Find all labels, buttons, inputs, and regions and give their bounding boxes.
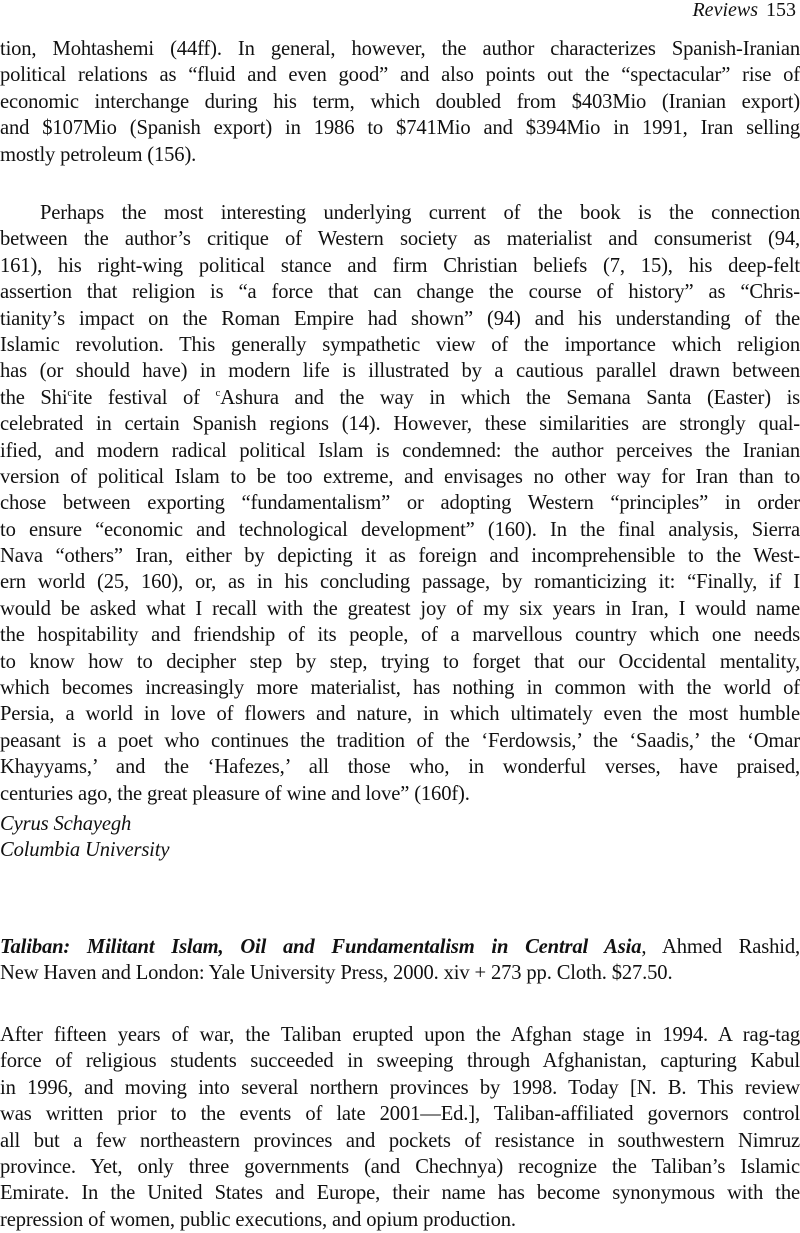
reviewer-name: Cyrus Schayegh	[0, 813, 132, 835]
text-line: ern world (25, 160), or, as in his concluding passage, by romanticizing it: “Finally, if I	[0, 571, 800, 594]
text-line: Islamic revolution. This generally sympathetic view of the importance which religion	[0, 333, 800, 356]
book-publication-info: New Haven and London: Yale University Press, 2000. xiv + 273 pp. Cloth. $27.50.	[0, 962, 673, 985]
text-line: chose between exporting “fundamentalism” or adopting Western “principles” in order	[0, 492, 800, 515]
text-line: has (or should have) in modern life is illustrated by a cautious parallel drawn between	[0, 360, 800, 383]
text-line: between the author’s critique of Western society as materialist and consumerist (94,	[0, 228, 800, 251]
text-line: political relations as “fluid and even good” and also points out the “spectacular” rise of	[0, 64, 800, 87]
text-line: Khayyams,’ and the ‘Hafezes,’ all those who, in wonderful verses, have praised,	[0, 756, 800, 779]
book-title: Taliban: Militant Islam, Oil and Fundamentalism in Central Asia	[0, 936, 642, 958]
text-line: tion, Mohtashemi (44ff). In general, however, the author characterizes Spanish-Iranian	[0, 38, 800, 60]
text-line: 161), his right-wing political stance and firm Christian beliefs (7, 15), his deep-felt	[0, 254, 800, 277]
text-line: ified, and modern radical political Islam is condemned: the author perceives the Iranian	[0, 439, 800, 462]
running-head-title: Reviews	[692, 0, 758, 21]
review-2-book-heading	[0, 934, 800, 987]
book-author: , Ahmed Rashid,	[641, 936, 800, 958]
text-line: and $107Mio (Spanish export) in 1986 to $741Mio and $394Mio in 1991, Iran selling	[0, 117, 800, 140]
text-segment: ite festival of	[72, 386, 216, 409]
page-number: 153	[766, 0, 796, 21]
text-segment: the Shi	[0, 386, 68, 409]
text-line: centuries ago, the great pleasure of wine and love” (160f).	[0, 782, 470, 805]
text-line: was written prior to the events of late 2001—Ed.], Taliban-affiliated governors control	[0, 1103, 800, 1126]
text-line: province. Yet, only three governments (and Chechnya) recognize the Taliban’s Islamic	[0, 1155, 800, 1178]
reviewer-signature	[0, 811, 800, 864]
text-line: After fifteen years of war, the Taliban erupted upon the Afghan stage in 1994. A rag-tag	[0, 1024, 800, 1046]
running-head	[692, 0, 796, 20]
review-1-paragraph-2	[0, 200, 800, 807]
review-2-paragraph-1	[0, 1022, 800, 1233]
text-line: Persia, a world in love of flowers and nature, in which ultimately even the most humble	[0, 703, 800, 726]
text-line: would be asked what I recall with the greatest joy of my six years in Iran, I would name	[0, 597, 800, 620]
book-title-line	[0, 934, 800, 960]
ayn-superscript: c	[67, 386, 73, 399]
text-line: in 1996, and moving into several northern provinces by 1998. Today [N. B. This review	[0, 1076, 800, 1099]
text-line: Emirate. In the United States and Europe, their name has become synonymous with the	[0, 1182, 800, 1205]
text-line: peasant is a poet who continues the tradition of the ‘Ferdowsis,’ the ‘Saadis,’ the ‘Omar	[0, 729, 800, 752]
reviewer-affiliation: Columbia University	[0, 839, 170, 862]
text-line: Nava “others” Iran, either by depicting it as foreign and incomprehensible to the West-	[0, 545, 800, 568]
text-line: to know how to decipher step by step, trying to forget that our Occidental mentality,	[0, 650, 800, 673]
text-line: celebrated in certain Spanish regions (14). However, these similarities are strongly qual-	[0, 413, 800, 436]
text-line: the hospitability and friendship of its people, of a marvellous country which one needs	[0, 624, 800, 647]
text-line: all but a few northeastern provinces and pockets of resistance in southwestern Nimruz	[0, 1129, 800, 1152]
text-line: economic interchange during his term, which doubled from $403Mio (Iranian export)	[0, 90, 800, 113]
text-segment: Ashura and the way in which the Semana Santa (Easter) is	[220, 386, 800, 409]
text-line: assertion that religion is “a force that can change the course of history” as “Chris-	[0, 281, 800, 304]
text-line: repression of women, public executions, and opium production.	[0, 1208, 516, 1231]
text-line: force of religious students succeeded in sweeping through Afghanistan, capturing Kabul	[0, 1050, 800, 1073]
text-line: tianity’s impact on the Roman Empire had shown” (94) and his understanding of the	[0, 307, 800, 330]
text-line-with-ayn	[0, 385, 800, 411]
text-line: Perhaps the most interesting underlying current of the book is the connection	[40, 202, 800, 224]
text-line: to ensure “economic and technological development” (160). In the final analysis, Sierra	[0, 518, 800, 541]
text-line: which becomes increasingly more materialist, has nothing in common with the world of	[0, 677, 800, 700]
review-1-paragraph-1	[0, 36, 800, 168]
text-line: version of political Islam to be too extreme, and envisages no other way for Iran than to	[0, 465, 800, 488]
ayn-superscript: c	[215, 386, 221, 399]
text-line: mostly petroleum (156).	[0, 143, 197, 166]
